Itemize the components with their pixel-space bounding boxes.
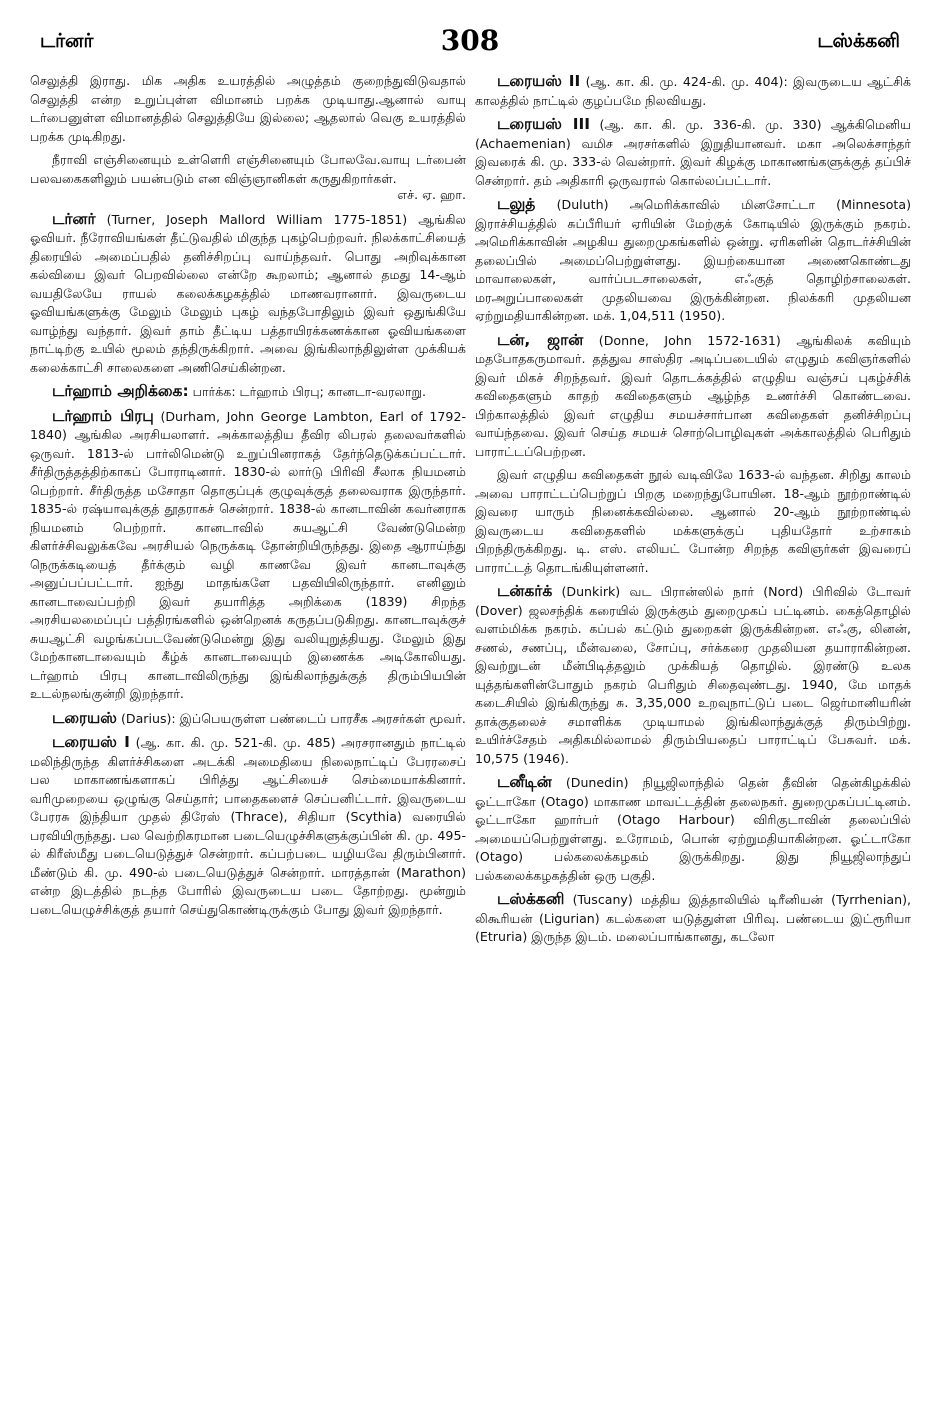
entry-headword: டனீடின் <box>497 773 552 791</box>
entry <box>475 72 911 110</box>
entry-headword: டலுத் <box>497 195 536 213</box>
page-number: 308 <box>440 24 500 57</box>
entry-text: (Dunkirk) வட பிரான்ஸில் நார் (Nord) பிரிவில் டோவர் (Dover) ஜலசந்திக் கரையில் இருக்கும் துறைமுகப் பட்டினம். கைத்தொழில் வளம்மிக்க நகரம். கப்பல் கட்டும் துறைகள் இருக்கின்றன. எஃகு, லினன், சணல், சணப்பு, மீன்வலை, சோப்பு, சர்க்கரை முதலியன தயாராகின்றன. இவற்றுடன் மீன்பிடித்தலும் முக்கியத் தொழில். இரண்டு உலக யுத்தங்களின்போதும் நகரம் பெரிதும் சிதைவுண்டது. 1940, மே மாதக் கடைசியில் இங்கிருந்து சு. 3,35,000 உறவுநாட்டுப் படை ஜெர்மானியரின் தாக்குதலைச் சமாளிக்க முடியாமல் இங்கிலாந்துக்குத் திரும்பிற்று. உயிர்ச்சேதம் அதிகமில்லாமல் திரும்பியதைப் பாராட்டிப் பேசுவர். மக். 10,575 (1946). <box>475 584 911 766</box>
entry <box>30 407 466 704</box>
entry-text: (ஆ. கா. கி. மு. 336-கி. மு. 330) ஆக்கிமெனிய (Achaemenian) வமிச அரசர்களில் இறுதியானவர். மகா அலெக்சாந்தர் இவரைக் கி. மு. 333-ல் வென்றார். இவர் கிழக்கு மாகாணங்களுக்குத் தப்பிச் சென்றார். தம் அதிகாரி ஒருவரால் கொல்லப்பட்டார். <box>475 117 911 188</box>
entry-text: (Duluth) அமெரிக்காவில் மினசோட்டா (Minnesota) இராச்சியத்தில் சுப்பீரியர் ஏரியின் மேற்குக் கோடியில் இருக்கும் நகரம். அமெரிக்காவின் அழகிய துறைமுகங்களில் ஒன்று. ஏரிகளின் தொடர்ச்சியின் தலைப்பில் அமைப்பெற்றுள்ளது. இயற்கையான அணைகொண்டது மாவாலைகள், வார்ப்படசாலைகள், எஃகுத் தொழிற்சாலைகள். மரஅறுப்பாலைகள் முதலியவை இருக்கின்றன. நிலக்கரி முதலியன ஏற்றுமதியாகின்றன. மக். 1,04,511 (1950). <box>475 197 911 323</box>
entry-text: (ஆ. கா. கி. மு. 424-கி. மு. 404): இவருடைய ஆட்சிக் காலத்தில் நாட்டில் குழப்பமே நிலவியது. <box>475 74 911 108</box>
entry-headword: டன்கர்க் <box>497 582 553 600</box>
entry-text: (ஆ. கா. கி. மு. 521-கி. மு. 485) அரசரானதும் நாட்டில் மலிந்திருந்த கிளர்ச்சிகளை அடக்கி அமைதியை நிலைநாட்டிப் பேரரசைப் பல மாகாணங்களாகப் பிரித்து ஆட்சியைச் செம்மையாக்கினார். வரிமுறையை ஒழுங்கு செய்தார்; பாதைகளைச் செப்பனிட்டார். இவருடைய பேரரசு இந்தியா முதல் திரேஸ் (Thrace), சிதியா (Scythia) வரையில் பரவியிருந்தது. பல வெற்றிகரமான படையெழுச்சிகளுக்குப்பின் கி. மு. 495-ல் கிரீஸ்மீது படையெடுத்துச் சென்றார். கப்பற்படை யழியவே திரும்பினார். மீண்டும் கி. மு. 490-ல் படையெடுத்துச் சென்றார். மாரத்தான் (Marathon) என்ற இடத்தில் நடந்த போரில் இவருடைய படை தோற்றது. மூன்றும் படையெழுச்சிக்குத் தயார் செய்துகொண்டிருக்கும் போது இவர் இறந்தார். <box>30 735 466 917</box>
entry <box>30 733 466 919</box>
entry-text: (Dunedin) நியூஜிலாந்தில் தென் தீவின் தென்கிழக்கில் ஓட்டாகோ (Otago) மாகாண மாவட்டத்தின் தலைநகர். துறைமுகப்பட்டினம். ஓட்டாகோ ஹார்பர் (Otago Harbour) விரிகுடாவின் தலைப்பில் அமையப்பெற்றுள்ளது. உரோமம், பொன் ஏற்றுமதியாகின்றன. ஓட்டாகோ (Otago) பல்கலைக்கழகம் இருக்கிறது. இது நியூஜிலாந்துப் பல்கலைக்கழகத்தின் ஒரு பகுதி. <box>475 775 911 883</box>
entry-text: (Donne, John 1572-1631) ஆங்கிலக் கவியும் மதபோதகருமாவர். தத்துவ சாஸ்திர அடிப்படையில் எழுதும் கவிஞர்களில் இவர் மிகச் சிறந்தவர். இவர் தொடக்கத்தில் எழுதிய வஞ்சப் புகழ்ச்சிக் கவிதைகளும் காதற் கவிதைகளும் ஆழ்ந்த உணர்ச்சி கொண்டவை. பிற்காலத்தில் இவர் எழுதிய சமயச்சார்பான கவிதைகள் தனிச்சிறப்பு வாய்ந்தவை. இவர் செய்த சமயச் சொற்பொழிவுகள் அக்காலத்தில் பெரிதும் பாராட்டப்பெற்றன. <box>475 332 911 459</box>
entry-headword: டரையஸ் I <box>52 733 130 751</box>
entry <box>475 773 911 885</box>
entry-text: இவர் எழுதிய கவிதைகள் நூல் வடிவிலே 1633-ல் வந்தன. சிறிது காலம் அவை பாராட்டப்பெற்றுப் பிறகு மறைந்துபோயின. 18-ஆம் நூற்றாண்டில் இவரை யாரும் நினைக்கவில்லை. ஆனால் 20-ஆம் நூற்றாண்டில் இவருடைய கவிதைகளில் மக்களுக்குப் புதியதோர் உற்சாகம் பிறந்திருக்கிறது. டி. எஸ். எலியட் போன்ற சிறந்த கவிஞர்கள் இவரைப் பாராட்டத் தொடங்கியுள்ளனர். <box>475 467 911 575</box>
entry-text: (Darius): இப்பெயருள்ள பண்டைப் பாரசீக அரசர்கள் மூவர். <box>120 710 466 726</box>
entry-headword: டரையஸ் II <box>497 72 581 90</box>
entry-paragraph <box>30 72 466 146</box>
running-head-right: டஸ்க்கனி <box>817 30 900 52</box>
entry <box>30 709 466 729</box>
entry <box>475 582 911 768</box>
entry-headword: டன், ஜான் <box>497 330 584 349</box>
entry <box>475 195 911 326</box>
entry-text: (Durham, John George Lambton, Earl of 1792-1840) ஆங்கில அரசியலாளர். அக்காலத்திய தீவிர லிபரல் தலைவர்களில் ஒருவர். 1813-ல் பார்லிமென்டு உறுப்பினராகத் தேர்ந்தெடுக்கப்பட்டார். சீர்திருத்தத்திற்காகப் போராடினார். 1830-ல் லார்டு பிரிவி சீலாக நியமனம் பெற்றார். சீர்திருத்த மசோதா தொகுப்புக் குழுவுக்குத் தலைவராக இருந்தார். 1835-ல் ரஷ்யாவுக்குத் தூதராகச் சென்றார். 1838-ல் கானடாவின் கவர்னராக நியமனம் பெற்றார். கானடாவில் சுயஆட்சி வேண்டுமென்ற கிளர்ச்சிவலுக்கவே அரசியல் நெருக்கடி தோன்றியிருந்தது. இதை ஆராய்ந்து நெருக்கடியைத் தீர்க்கும் வழி காணவே இவர் கானடாவுக்கு அனுப்பப்பட்டார். ஐந்து மாதங்களே பதவியிலிருந்தார். எனினும் கானடாவைப்பற்றி இவர் தயாரித்த அறிக்கை (1839) சிறந்த அரசியலமைப்புப் பத்திரங்களில் ஒன்றெனக் கருதப்படுகிறது. கானடாவுக்குச் சுயஆட்சி வழங்கப்படவேண்டுமென்று இது வலியுறுத்தியது. மேலும் இது மேற்கானடாவையும் கீழ்க் கானடாவையும் இணைக்க அடிகோலியது. டர்ஹாம் பிரபு கானடாவிலிருந்து இங்கிலாந்துக்குத் திரும்பியபின் உடல்நலங்குன்றி இறந்தார். <box>30 408 466 701</box>
left-column <box>30 72 466 924</box>
entry-paragraph <box>475 466 911 577</box>
entry <box>30 382 466 402</box>
entry-headword: டஸ்க்கனி <box>497 890 565 908</box>
right-column <box>475 72 911 952</box>
entry-text: (Turner, Joseph Mallord William 1775-1851) ஆங்கில ஓவியர். நீரோவியங்கள் தீட்டுவதில் மிகுந்த புகழ்பெற்றவர். நிலக்காட்சியைத் திரையில் அமைப்பதில் தனிச்சிறப்பு வாய்ந்தவர். பொது அறிவுக்கான கல்வியை இவர் பெறவில்லை என்றே கூறலாம்; ஆனால் தமது 14-ஆம் வயதிலேயே ராயல் கலைக்கழகத்தில் மாணவரானார். இவருடைய ஓவியங்களுக்கு மேலும் மேலும் புகழ் வந்தபோதிலும் இவர் ஒதுங்கியே வாழ்ந்து வந்தார். இவர் தாம் தீட்டிய பத்தாயிரக்கணக்கான ஓவியங்களை நாட்டிற்கு உயில் மூலம் தந்திருக்கிறார். அவை இங்கிலாந்திலுள்ள முக்கியக் கலைக்காட்சி சாலைகளை அணிசெய்கின்றன. <box>30 211 466 375</box>
entry-text: (Tuscany) மத்திய இத்தாலியில் டிரீனியன் (Tyrrhenian), லிகூரியன் (Ligurian) கடல்களை யடுத்துள்ள பிரிவு. பண்டைய இட்ரூரியா (Etruria) இருந்த இடம். மலைப்பாங்கானது, கடலோ <box>475 892 911 944</box>
entry <box>475 890 911 947</box>
running-head-left: டர்னர் <box>40 30 94 52</box>
entry-headword: டர்ஹாம் பிரபு <box>52 406 154 425</box>
entry-headword: டர்ஹாம் அறிக்கை: <box>52 382 189 400</box>
entry <box>30 210 466 378</box>
entry <box>475 331 911 462</box>
entry-headword: டரையஸ் III <box>497 115 591 133</box>
entry-text: நீராவி எஞ்சினையும் உள்ளெரி எஞ்சினையும் போலவே.வாயு டர்பைன் பலவகைகளிலும் பயன்படும் என விஞ்ஞானிகள் கருதுகிறார்கள். <box>30 152 466 186</box>
entry-text: பார்க்க: டர்ஹாம் பிரபு; கானடா-வரலாறு. <box>192 384 427 399</box>
entry-text: செலுத்தி இராது. மிக அதிக உயரத்தில் அழுத்தம் குறைந்துவிடுவதால் செலுத்தி என்ற உறுப்புள்ள விமானம் பறக்க முடியாது.ஆனால் வாயு டர்பைனுள்ள விமானத்தில் செலுத்தியே இல்லை; ஆதலால் வெகு உயரத்தில் பறக்க முடிகிறது. <box>30 73 466 144</box>
entry-headword: டரையஸ் <box>52 708 117 727</box>
author-signature: எச். ஏ. ஹா. <box>397 187 466 202</box>
entry <box>475 115 911 190</box>
entry-headword: டர்னர் <box>52 209 96 228</box>
entry-paragraph <box>30 151 466 205</box>
